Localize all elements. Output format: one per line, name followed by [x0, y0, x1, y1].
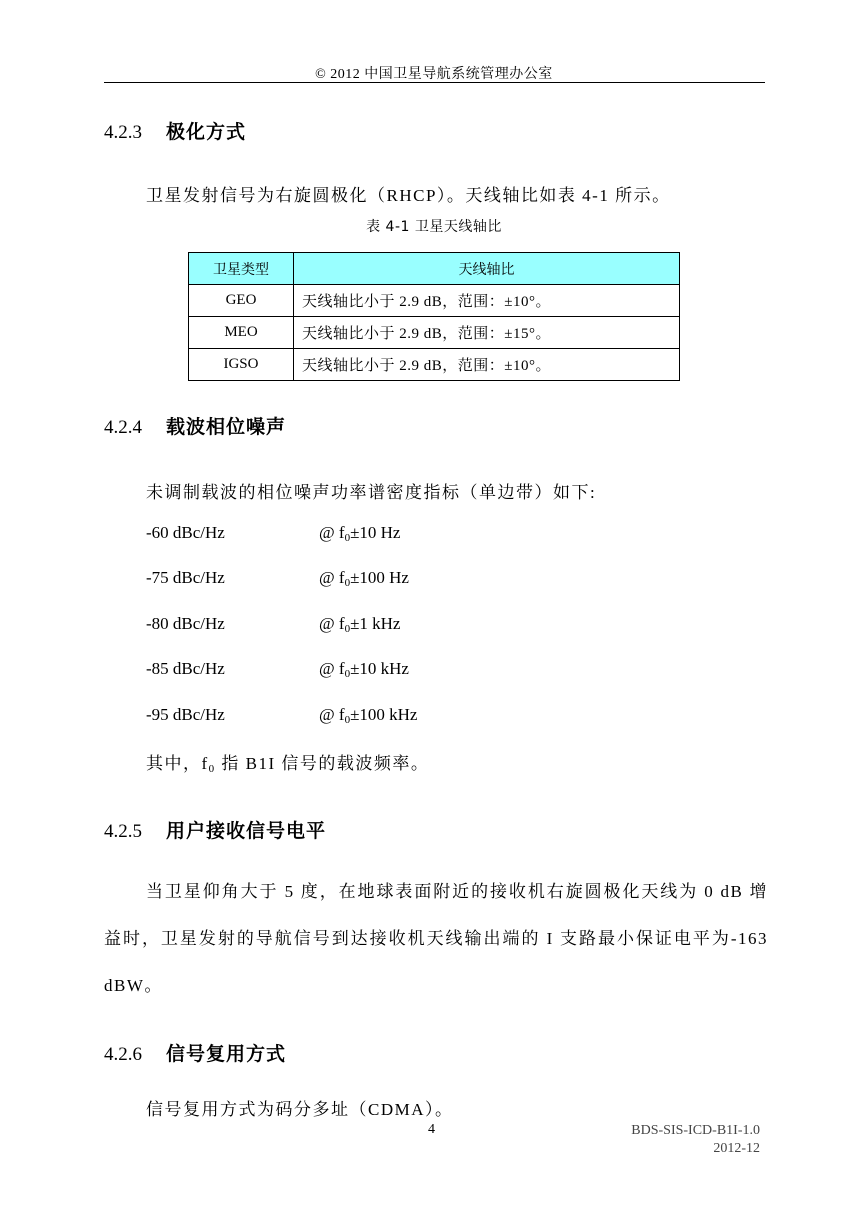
section-number: 4.2.6	[104, 1044, 142, 1065]
column-header-type: 卫星类型	[189, 253, 294, 285]
section-heading-4-2-6	[104, 1039, 286, 1066]
noise-subscript: 0	[344, 577, 351, 589]
noise-subscript: 0	[344, 623, 351, 635]
section-heading-4-2-3	[104, 117, 246, 144]
page-number: 4	[428, 1122, 435, 1137]
cell-type: GEO	[189, 285, 294, 317]
polarization-paragraph: 卫星发射信号为右旋圆极化（RHCP）。天线轴比如表 4-1 所示。	[146, 186, 671, 205]
noise-subscript: 0	[344, 668, 351, 680]
noise-at: @ f	[319, 568, 345, 587]
noise-level: -75 dBc/Hz	[146, 568, 225, 587]
document-date: 2012-12	[713, 1141, 760, 1156]
cell-type: MEO	[189, 317, 294, 349]
cell-ratio: 天线轴比小于 2.9 dB，范围：±10°。	[294, 285, 680, 317]
section-number: 4.2.3	[104, 122, 142, 143]
cell-type: IGSO	[189, 349, 294, 381]
phase-noise-row	[146, 523, 400, 544]
noise-subscript: 0	[344, 714, 351, 726]
phase-noise-row	[146, 659, 409, 680]
noise-offset: ±10 Hz	[350, 523, 401, 542]
phase-noise-row	[146, 614, 400, 635]
header-rule	[104, 82, 765, 83]
section-heading-4-2-4	[104, 412, 286, 439]
section-number: 4.2.5	[104, 821, 142, 842]
phase-noise-note	[146, 749, 429, 775]
section-number: 4.2.4	[104, 417, 142, 438]
document-id-block	[631, 1122, 760, 1158]
phase-noise-row	[146, 705, 417, 726]
phase-noise-intro: 未调制载波的相位噪声功率谱密度指标（单边带）如下:	[146, 483, 597, 502]
table-row	[189, 317, 680, 349]
noise-subscript: 0	[344, 532, 351, 544]
table-caption: 表 4-1 卫星天线轴比	[366, 219, 502, 235]
antenna-axial-ratio-table	[188, 252, 680, 381]
cell-ratio: 天线轴比小于 2.9 dB，范围：±10°。	[294, 349, 680, 381]
document-id: BDS-SIS-ICD-B1I-1.0	[631, 1123, 760, 1138]
noise-offset: ±10 kHz	[350, 659, 409, 678]
note-prefix: 其中，f	[146, 754, 209, 773]
cell-ratio: 天线轴比小于 2.9 dB，范围：±15°。	[294, 317, 680, 349]
page-header: © 2012 中国卫星导航系统管理办公室	[315, 67, 553, 82]
table-row	[189, 349, 680, 381]
noise-level: -60 dBc/Hz	[146, 523, 225, 542]
noise-at: @ f	[319, 659, 345, 678]
note-subscript: 0	[208, 763, 216, 775]
signal-level-paragraph: 当卫星仰角大于 5 度，在地球表面附近的接收机右旋圆极化天线为 0 dB 增益时，卫星发射的导航信号到达接收机天线输出端的 I 支路最小保证电平为-163 dBW。	[104, 882, 768, 995]
multiplex-paragraph: 信号复用方式为码分多址（CDMA）。	[146, 1100, 454, 1119]
table-header-row	[189, 253, 680, 285]
noise-level: -95 dBc/Hz	[146, 705, 225, 724]
note-suffix: 指 B1I 信号的载波频率。	[215, 754, 430, 773]
table-row	[189, 285, 680, 317]
noise-at: @ f	[319, 614, 345, 633]
noise-at: @ f	[319, 523, 345, 542]
section-title: 极化方式	[166, 121, 247, 143]
noise-level: -80 dBc/Hz	[146, 614, 225, 633]
noise-offset: ±100 Hz	[350, 568, 409, 587]
section-heading-4-2-5	[104, 816, 326, 843]
column-header-ratio: 天线轴比	[294, 253, 680, 285]
noise-offset: ±1 kHz	[350, 614, 401, 633]
noise-level: -85 dBc/Hz	[146, 659, 225, 678]
noise-at: @ f	[319, 705, 345, 724]
noise-offset: ±100 kHz	[350, 705, 418, 724]
section-title: 用户接收信号电平	[166, 820, 327, 842]
section-title: 载波相位噪声	[166, 416, 287, 438]
section-title: 信号复用方式	[166, 1043, 287, 1065]
phase-noise-row	[146, 568, 409, 589]
